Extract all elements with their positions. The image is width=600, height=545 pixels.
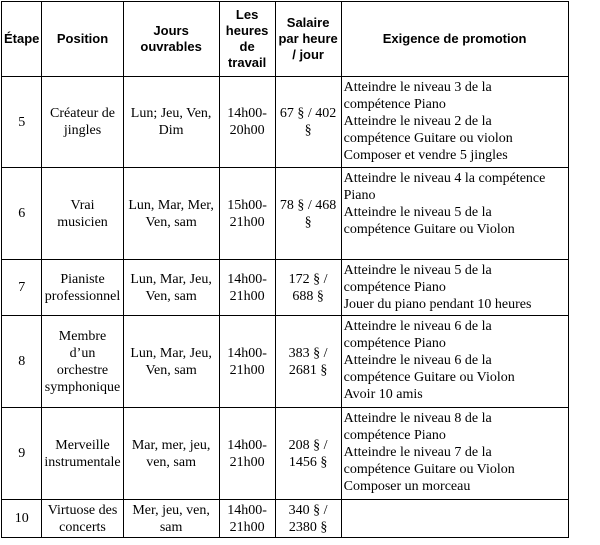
header-stage: Étape bbox=[2, 2, 42, 77]
requirement-line: compétence Piano bbox=[343, 336, 446, 351]
promotion-table bbox=[1, 1, 569, 538]
header-salary: Salaire par heure / jour bbox=[275, 2, 341, 77]
requirement-cell bbox=[341, 168, 568, 260]
table-row bbox=[2, 77, 569, 168]
stage-cell: 9 bbox=[2, 408, 42, 500]
requirement-line: compétence Piano bbox=[343, 280, 446, 295]
header-requirement: Exigence de promotion bbox=[341, 2, 568, 77]
table-body bbox=[2, 77, 569, 538]
requirement-line: Atteindre le niveau 7 de la bbox=[343, 445, 492, 460]
requirement-line: compétence Guitare ou Violon bbox=[343, 462, 515, 477]
requirement-cell bbox=[341, 500, 568, 538]
hours-cell: 14h00-21h00 bbox=[219, 260, 275, 316]
hours-cell: 14h00-21h00 bbox=[219, 500, 275, 538]
salary-cell: 172 § / 688 § bbox=[275, 260, 341, 316]
table-row bbox=[2, 408, 569, 500]
days-cell: Lun, Mar, Jeu, Ven, sam bbox=[123, 316, 219, 408]
salary-cell: 383 § / 2681 § bbox=[275, 316, 341, 408]
days-cell: Mer, jeu, ven, sam bbox=[123, 500, 219, 538]
stage-cell: 10 bbox=[2, 500, 42, 538]
requirement-line: compétence Guitare ou violon bbox=[343, 131, 513, 146]
requirement-line: compétence Guitare ou Violon bbox=[343, 222, 515, 237]
requirement-cell bbox=[341, 77, 568, 168]
header-days: Jours ouvrables bbox=[123, 2, 219, 77]
position-cell: Créateur de jingles bbox=[42, 77, 123, 168]
hours-cell: 14h00-21h00 bbox=[219, 316, 275, 408]
header-hours: Les heures de travail bbox=[219, 2, 275, 77]
requirement-line: Piano bbox=[343, 188, 376, 203]
requirement-cell bbox=[341, 316, 568, 408]
salary-cell: 78 § / 468 § bbox=[275, 168, 341, 260]
position-cell: Virtuose des concerts bbox=[42, 500, 123, 538]
requirement-cell bbox=[341, 408, 568, 500]
requirement-line: Atteindre le niveau 6 de la bbox=[343, 353, 492, 368]
position-cell: Merveille instrumentale bbox=[42, 408, 123, 500]
hours-cell: 15h00-21h00 bbox=[219, 168, 275, 260]
requirement-line: Atteindre le niveau 5 de la bbox=[343, 205, 492, 220]
requirement-line: compétence Piano bbox=[343, 428, 446, 443]
requirement-line: Atteindre le niveau 2 de la bbox=[343, 114, 492, 129]
requirement-cell bbox=[341, 260, 568, 316]
requirement-line: Atteindre le niveau 8 de la bbox=[343, 411, 492, 426]
days-cell: Lun, Mar, Jeu, Ven, sam bbox=[123, 260, 219, 316]
stage-cell: 5 bbox=[2, 77, 42, 168]
requirement-line: Atteindre le niveau 6 de la bbox=[343, 319, 492, 334]
requirement-line: Jouer du piano pendant 10 heures bbox=[343, 297, 532, 312]
stage-cell: 6 bbox=[2, 168, 42, 260]
requirement-line: Atteindre le niveau 4 la compétence bbox=[343, 171, 546, 186]
days-cell: Lun, Mar, Mer, Ven, sam bbox=[123, 168, 219, 260]
header-row bbox=[2, 2, 569, 77]
requirement-line: Composer et vendre 5 jingles bbox=[343, 148, 508, 163]
hours-cell: 14h00-21h00 bbox=[219, 408, 275, 500]
salary-cell: 67 § / 402 § bbox=[275, 77, 341, 168]
salary-cell: 340 § / 2380 § bbox=[275, 500, 341, 538]
table-row bbox=[2, 316, 569, 408]
days-cell: Lun; Jeu, Ven, Dim bbox=[123, 77, 219, 168]
requirement-line: compétence Piano bbox=[343, 97, 446, 112]
hours-cell: 14h00-20h00 bbox=[219, 77, 275, 168]
salary-cell: 208 § / 1456 § bbox=[275, 408, 341, 500]
stage-cell: 8 bbox=[2, 316, 42, 408]
position-cell: Pianiste professionnel bbox=[42, 260, 123, 316]
requirement-line: compétence Guitare ou Violon bbox=[343, 370, 515, 385]
table-row bbox=[2, 168, 569, 260]
requirement-line: Avoir 10 amis bbox=[343, 387, 423, 402]
requirement-line: Atteindre le niveau 5 de la bbox=[343, 263, 492, 278]
requirement-line: Atteindre le niveau 3 de la bbox=[343, 80, 492, 95]
header-position: Position bbox=[42, 2, 123, 77]
days-cell: Mar, mer, jeu, ven, sam bbox=[123, 408, 219, 500]
requirement-line: Composer un morceau bbox=[343, 479, 471, 494]
stage-cell: 7 bbox=[2, 260, 42, 316]
table-row bbox=[2, 500, 569, 538]
table-row bbox=[2, 260, 569, 316]
position-cell: Vrai musicien bbox=[42, 168, 123, 260]
position-cell: Membre d’un orchestre symphonique bbox=[42, 316, 123, 408]
